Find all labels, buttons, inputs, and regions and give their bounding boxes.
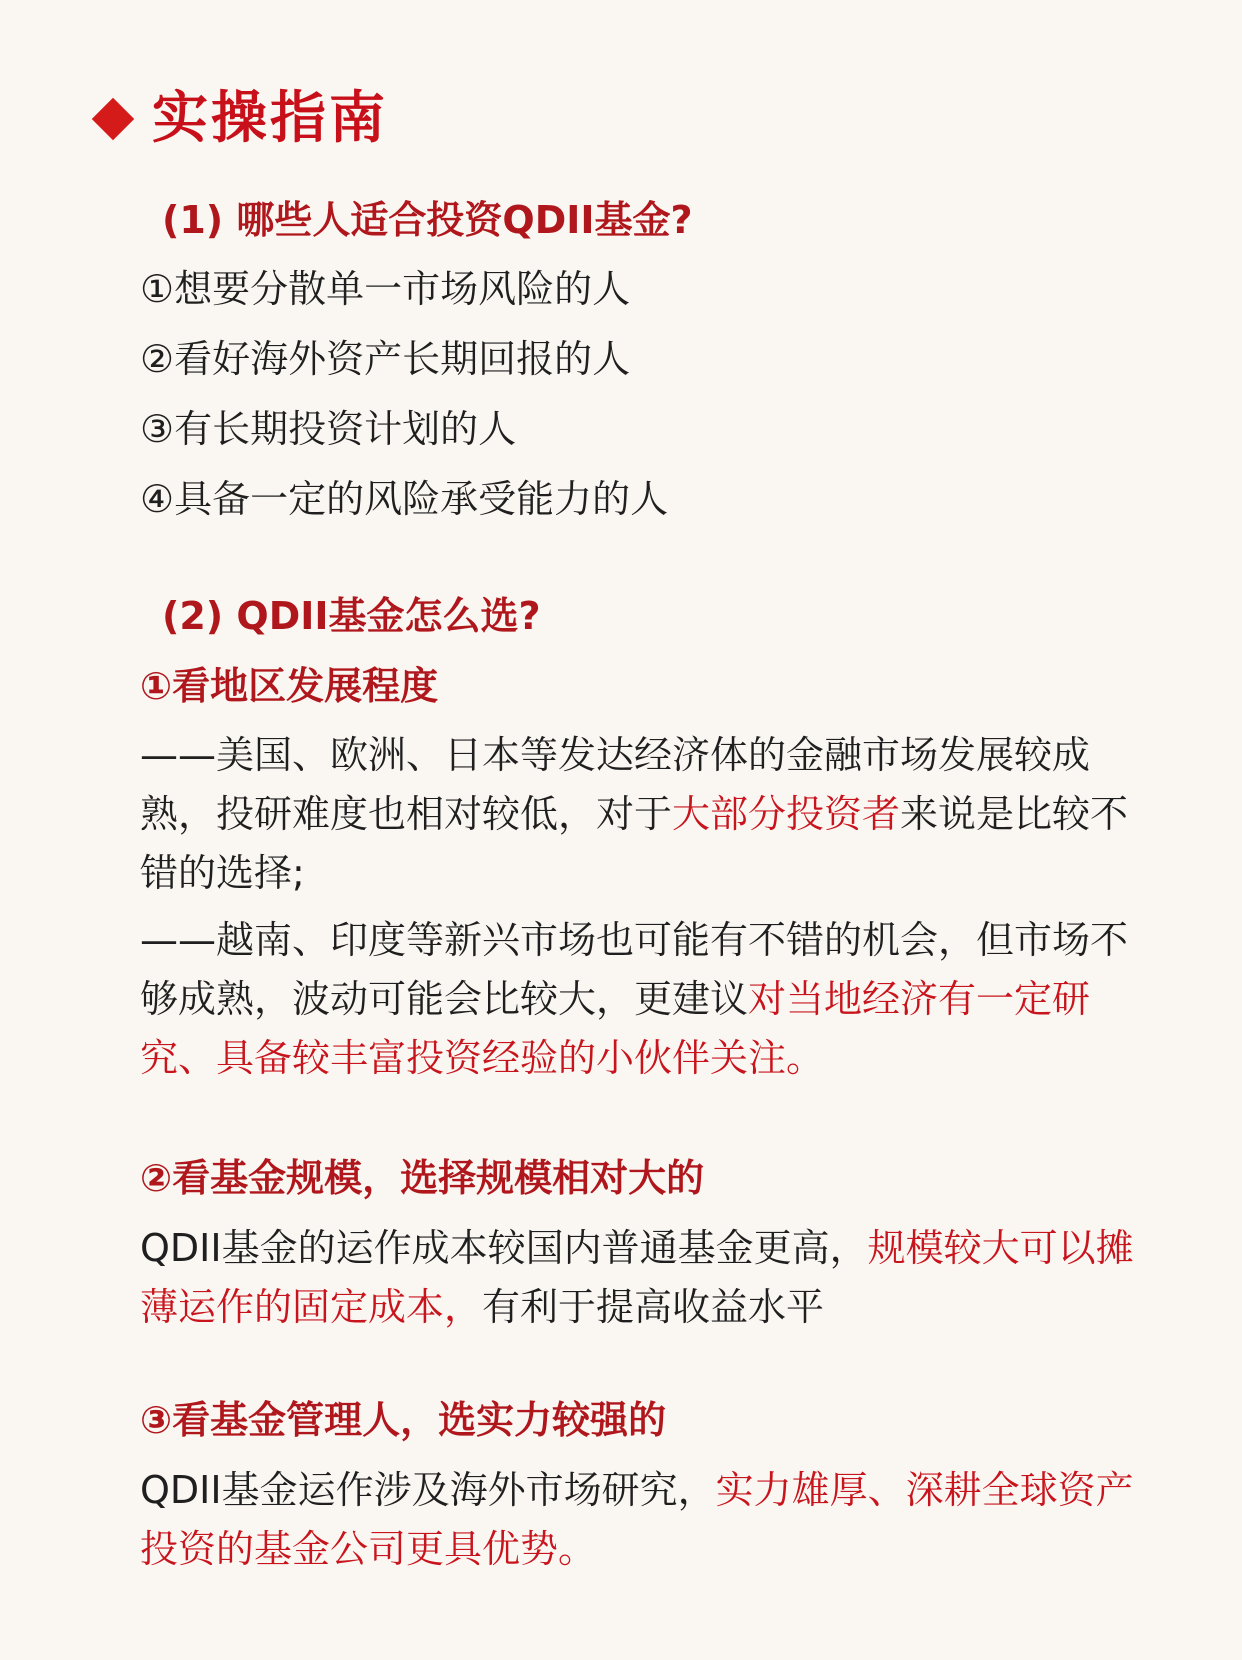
- point-3-heading: ③看基金管理人，选实力较强的: [140, 1398, 667, 1442]
- paragraph: [140, 726, 1150, 903]
- highlight-text: 规模较大可以摊薄运作的固定成本，: [140, 1226, 1134, 1329]
- paragraph: [140, 911, 1150, 1088]
- section-1: [140, 192, 1150, 248]
- point-1-para-2: [140, 911, 1150, 1088]
- list-item: ②看好海外资产长期回报的人: [140, 337, 631, 381]
- para-text: 有利于提高收益水平: [482, 1285, 825, 1329]
- list-item: ④具备一定的风险承受能力的人: [140, 477, 669, 521]
- section-2-heading: (2) QDII基金怎么选?: [162, 594, 541, 638]
- highlight-text: 对当地经济有一定研究、具备较丰富投资经验的小伙伴关注。: [140, 977, 1091, 1080]
- para-text: ——越南、印度等新兴市场也可能有不错的机会，但市场不够成熟，波动可能会比较大，更建议: [140, 918, 1129, 1021]
- title-row: [92, 84, 388, 154]
- para-text: ——美国、欧洲、日本等发达经济体的金融市场发展较成熟，投研难度也相对较低，对于: [140, 733, 1091, 836]
- point-1-heading: ①看地区发展程度: [140, 664, 439, 708]
- para-text: 来说是比较不错的选择;: [140, 792, 1129, 895]
- point-1-para-1: [140, 726, 1150, 903]
- point-2: [140, 1150, 1150, 1206]
- paragraph: [140, 1219, 1150, 1337]
- point-1: [140, 658, 1150, 714]
- diamond-bullet-icon: [92, 98, 134, 140]
- section-2: [140, 588, 1150, 644]
- page-title: 实操指南: [152, 86, 388, 151]
- para-text: QDII基金的运作成本较国内普通基金更高，: [140, 1226, 868, 1270]
- point-3-para: [140, 1461, 1150, 1579]
- highlight-text: 实力雄厚、深耕全球资产投资的基金公司更具优势。: [140, 1468, 1134, 1571]
- point-2-heading: ②看基金规模，选择规模相对大的: [140, 1156, 705, 1200]
- point-3: [140, 1392, 1150, 1448]
- paragraph: [140, 1461, 1150, 1579]
- highlight-text: 大部分投资者: [672, 792, 901, 836]
- list-item: ①想要分散单一市场风险的人: [140, 267, 631, 311]
- list-item: ③有长期投资计划的人: [140, 407, 517, 451]
- para-text: QDII基金运作涉及海外市场研究，: [140, 1468, 716, 1512]
- point-2-para: [140, 1219, 1150, 1337]
- section-1-heading: (1) 哪些人适合投资QDII基金?: [162, 198, 693, 242]
- section-1-list: [140, 254, 1150, 534]
